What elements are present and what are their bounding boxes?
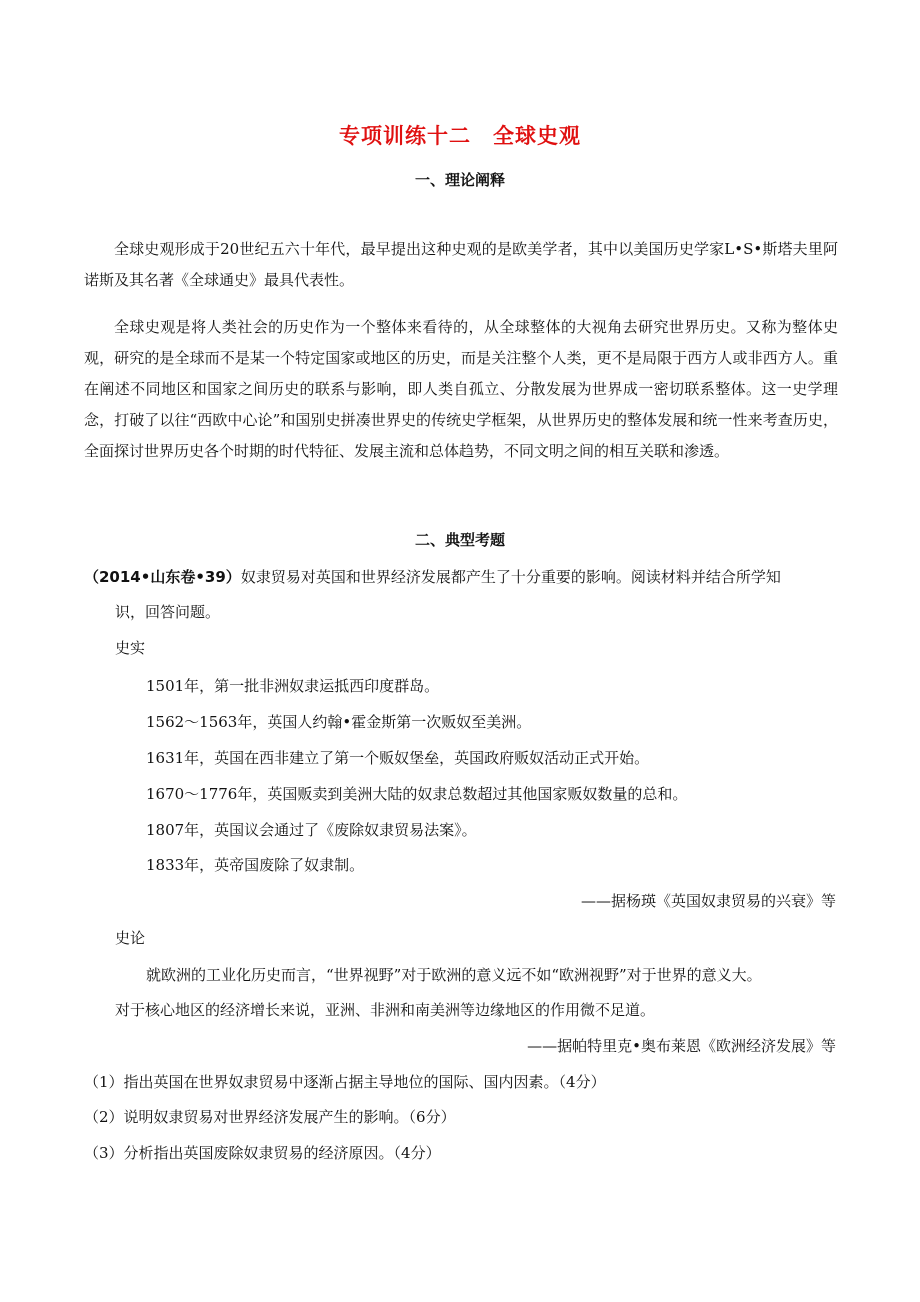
sub-question: （2）说明奴隶贸易对世界经济发展产生的影响。（6分） (84, 1108, 456, 1126)
fact-item: 1631年，英国在西非建立了第一个贩奴堡垒，英国政府贩奴活动正式开始。 (146, 749, 650, 767)
question-text-continued: 识，回答问题。 (115, 603, 221, 621)
fact-item: 1807年，英国议会通过了《废除奴隶贸易法案》。 (146, 821, 477, 839)
question-stem (84, 566, 781, 588)
sub-question: （1）指出英国在世界奴隶贸易中逐渐占据主导地位的国际、国内因素。（4分） (84, 1073, 606, 1091)
theory-quote-line: 就欧洲的工业化历史而言，“世界视野”对于欧洲的意义远不如“欧洲视野”对于世界的意义大。 (146, 966, 762, 984)
section-heading-exam: 二、典型考题 (414, 531, 505, 549)
theory-label: 史论 (115, 929, 146, 947)
question-source: （2014•山东卷•39） (84, 568, 241, 586)
fact-item: 1501年，第一批非洲奴隶运抵西印度群岛。 (146, 677, 440, 695)
sub-question: （3）分析指出英国废除奴隶贸易的经济原因。（4分） (84, 1144, 441, 1162)
facts-source: ——据杨瑛《英国奴隶贸易的兴衰》等 (580, 892, 836, 910)
section-heading-theory: 一、理论阐释 (414, 171, 505, 189)
facts-label: 史实 (115, 639, 146, 657)
theory-paragraph-1: 全球史观形成于20世纪五六十年代，最早提出这种史观的是欧美学者，其中以美国历史学家L•S•斯塔夫里阿诺斯及其名著《全球通史》最具代表性。 (84, 240, 838, 289)
theory-quote-line: 对于核心地区的经济增长来说，亚洲、非洲和南美洲等边缘地区的作用微不足道。 (115, 1001, 656, 1019)
page-title: 专项训练十二 全球史观 (339, 124, 581, 148)
fact-item: 1562～1563年，英国人约翰•霍金斯第一次贩奴至美洲。 (146, 713, 532, 731)
theory-paragraph-2: 全球史观是将人类社会的历史作为一个整体来看待的，从全球整体的大视角去研究世界历史。又称为整体史观，研究的是全球而不是某一个特定国家或地区的历史，而是关注整个人类，更不是局限于西方人或非西方人。重在阐述不同地区和国家之间历史的联系与影响，即人类自孤立、分散发展为世界成一密切联系整体。这一史学理念，打破了以往“西欧中心论”和国别史拼凑世界史的传统史学框架，从世界历史的整体发展和统一性来考查历史，全面探讨世界历史各个时期的时代特征、发展主流和总体趋势，不同文明之间的相互关联和渗透。 (84, 318, 838, 460)
question-text: 奴隶贸易对英国和世界经济发展都产生了十分重要的影响。阅读材料并结合所学知 (240, 568, 781, 586)
fact-item: 1670～1776年，英国贩卖到美洲大陆的奴隶总数超过其他国家贩奴数量的总和。 (146, 785, 688, 803)
fact-item: 1833年，英帝国废除了奴隶制。 (146, 856, 365, 874)
theory-source: ——据帕特里克•奥布莱恩《欧洲经济发展》等 (527, 1037, 836, 1055)
